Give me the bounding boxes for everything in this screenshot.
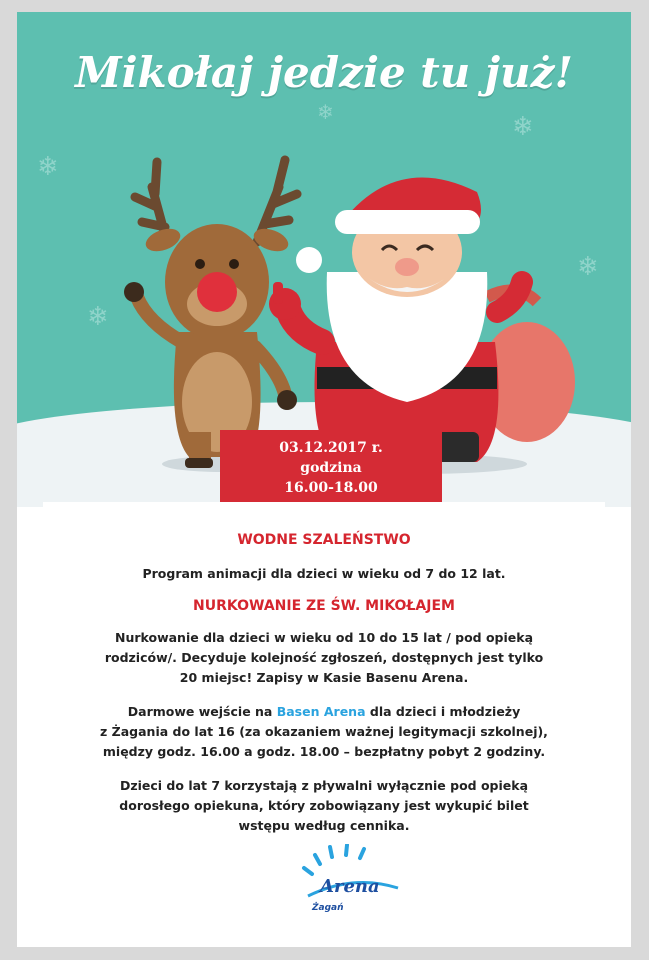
poster-title: Mikołaj jedzie tu już! xyxy=(75,48,573,97)
paragraph-line: dorosłego opiekuna, który zobowiązany jest wykupić bilet xyxy=(119,798,529,813)
logo-name: Arena xyxy=(320,876,380,897)
poster xyxy=(17,12,631,947)
snowflake-icon: ❄ xyxy=(87,302,109,332)
heading-wodne-szalenstwo: WODNE SZALEŃSTWO xyxy=(237,532,411,548)
paragraph-line: z Żagania do lat 16 (za okazaniem ważnej legitymacji szkolnej), xyxy=(100,724,548,739)
santa-figure xyxy=(269,177,575,462)
program-animacji-text: Program animacji dla dzieci w wieku od 7 do 12 lat. xyxy=(142,566,506,581)
snowflake-icon: ❄ xyxy=(37,152,59,182)
paragraph-line: między godz. 16.00 a godz. 18.00 – bezpłatny pobyt 2 godziny. xyxy=(102,744,546,759)
event-date: 03.12.2017 r. xyxy=(279,440,383,456)
text-fragment: Darmowe wejście na xyxy=(127,704,277,719)
text-fragment: dla dzieci i młodzieży xyxy=(365,704,521,719)
heading-nurkowanie: NURKOWANIE ZE ŚW. MIKOŁAJEM xyxy=(193,598,455,614)
event-time-label: godzina xyxy=(300,460,362,476)
paragraph-line: rodziców/. Decyduje kolejność zgłoszeń, dostępnych jest tylko xyxy=(104,650,544,665)
event-time: 16.00-18.00 xyxy=(284,480,378,496)
dzieci-do-lat-7-paragraph xyxy=(43,776,605,836)
hero-banner xyxy=(17,12,631,507)
darmowe-wejscie-paragraph xyxy=(43,702,605,762)
paragraph-line: Dzieci do lat 7 korzystają z pływalni wyłącznie pod opieką xyxy=(119,778,529,793)
arena-logo xyxy=(298,844,408,916)
paragraph-line: 20 miejsc! Zapisy w Kasie Basenu Arena. xyxy=(179,670,469,685)
snowflake-icon: ❄ xyxy=(512,112,534,142)
snowflake-icon: ❄ xyxy=(577,252,599,282)
basen-arena-link[interactable]: Basen Arena xyxy=(276,704,366,719)
paragraph-line: wstępu według cennika. xyxy=(238,818,410,833)
paragraph-line: Nurkowanie dla dzieci w wieku od 10 do 15 lat / pod opieką xyxy=(114,630,534,645)
logo-sub: Żagań xyxy=(312,903,344,913)
nurkowanie-paragraph xyxy=(43,628,605,688)
event-date-box xyxy=(220,430,442,507)
paragraph-line xyxy=(43,702,605,722)
reindeer-figure xyxy=(124,160,297,468)
snowflake-icon: ❄ xyxy=(317,100,334,124)
event-description xyxy=(43,502,605,930)
